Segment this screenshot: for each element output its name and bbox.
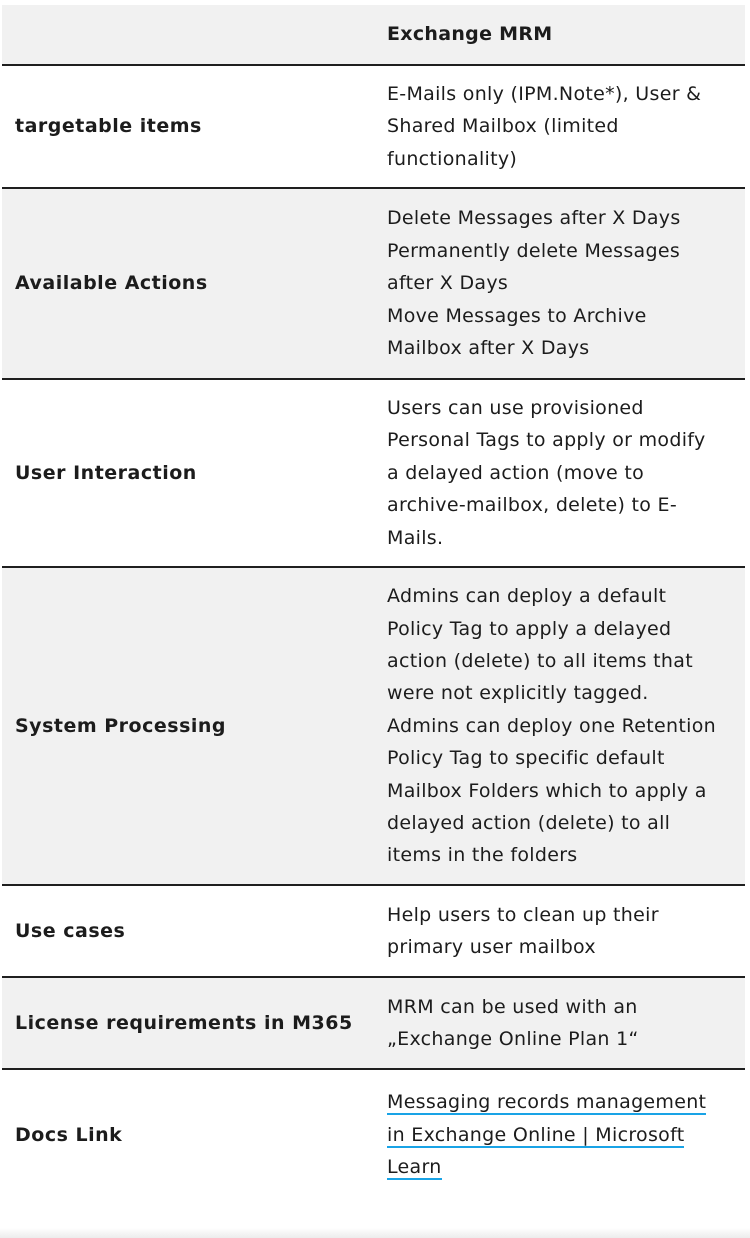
value-line: archive-mailbox, delete) to E- <box>387 494 678 517</box>
row-value-use-cases <box>374 885 745 977</box>
row-label-docs-link: Docs Link <box>2 1069 374 1200</box>
value-line: Permanently delete Messages <box>387 239 681 262</box>
value-line: delayed action (delete) to all <box>387 812 671 835</box>
header-cell-exchange-mrm: Exchange MRM <box>374 5 745 65</box>
table-row <box>2 65 745 188</box>
row-value-docs-link <box>374 1069 745 1200</box>
row-label-use-cases: Use cases <box>2 885 374 977</box>
value-line: „Exchange Online Plan 1“ <box>387 1028 639 1050</box>
value-line: were not explicitly tagged. <box>387 682 649 705</box>
table-row <box>2 567 745 885</box>
value-line: Policy Tag to specific default <box>387 747 665 770</box>
value-line: Users can use provisioned <box>387 396 644 419</box>
value-line: Mailbox after X Days <box>387 337 590 360</box>
table-row <box>2 1069 745 1200</box>
value-line: Help users to clean up their <box>387 903 659 926</box>
row-label-system-processing: System Processing <box>2 567 374 885</box>
comparison-table <box>2 5 745 1200</box>
row-label-available-actions: Available Actions <box>2 188 374 379</box>
row-value-license-requirements <box>374 977 745 1069</box>
value-line: Personal Tags to apply or modify <box>387 429 706 452</box>
docs-link-line <box>387 1151 737 1183</box>
table-row <box>2 885 745 977</box>
docs-link[interactable]: in Exchange Online | Microsoft <box>387 1123 685 1146</box>
value-line: Policy Tag to apply a delayed <box>387 617 672 640</box>
header-cell-empty <box>2 5 374 65</box>
table-header-row <box>2 5 745 65</box>
docs-link-line <box>387 1086 737 1118</box>
value-line: Admins can deploy a default <box>387 585 667 608</box>
value-line: Delete Messages after X Days <box>387 207 681 230</box>
table-row <box>2 977 745 1069</box>
value-line: MRM can be used with an <box>387 995 638 1018</box>
value-line: items in the folders <box>387 844 578 867</box>
value-line: Admins can deploy one Retention <box>387 714 716 737</box>
row-label-user-interaction: User Interaction <box>2 379 374 567</box>
docs-link[interactable]: Learn <box>387 1156 442 1179</box>
table-row <box>2 188 745 379</box>
row-value-system-processing <box>374 567 745 885</box>
row-label-license-requirements: License requirements in M365 <box>2 977 374 1069</box>
row-value-targetable-items <box>374 65 745 188</box>
value-line: action (delete) to all items that <box>387 649 693 672</box>
value-line: Mailbox Folders which to apply a <box>387 779 707 802</box>
value-line: Move Messages to Archive <box>387 304 647 327</box>
page-bottom-edge <box>0 1228 750 1238</box>
docs-link[interactable]: Messaging records management <box>387 1091 707 1114</box>
value-line: primary user mailbox <box>387 936 596 958</box>
value-line: Shared Mailbox (limited <box>387 115 619 138</box>
docs-link-line <box>387 1119 737 1151</box>
row-value-available-actions <box>374 188 745 379</box>
value-line: functionality) <box>387 147 518 170</box>
row-value-user-interaction <box>374 379 745 567</box>
value-line: Mails. <box>387 526 444 549</box>
value-line: a delayed action (move to <box>387 461 645 484</box>
value-line: E-Mails only (IPM.Note*), User & <box>387 82 702 105</box>
table-row <box>2 379 745 567</box>
row-label-targetable-items: targetable items <box>2 65 374 188</box>
value-line: after X Days <box>387 272 509 295</box>
